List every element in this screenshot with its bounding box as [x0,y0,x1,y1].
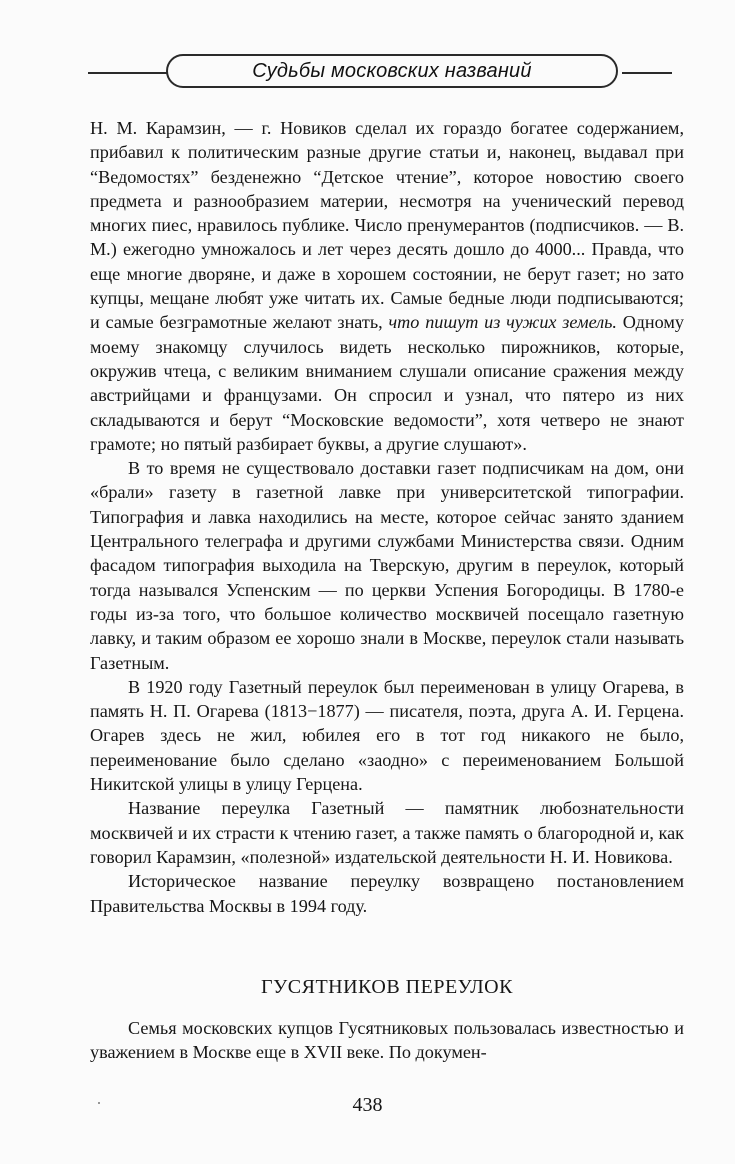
section-body [90,1016,684,1065]
paragraph-1-start: Н. М. Карамзин, — г. Новиков сделал их гораздо богатее содержанием, прибавил к политическим разные другие статьи и, наконец, выдавал при “Ведомостях” безденежно “Детское чтение”, которое новостию своего предмета и разнообразием материи, несмотря на ученический перевод многих пиес, нравилось публике. Число пренумерантов (подписчиков. — В. М.) ежегодно умножалось и лет через десять дошло до 4000... Правда, что еще многие дворяне, и даже в хорошем состоянии, не берут газет; но зато купцы, мещане любят уже читать их. Самые бедные люди подписываются; и самые безграмотные желают знать, [90,118,684,333]
header-rule-left [88,72,168,74]
body-text [90,116,684,918]
page-number: 438 [352,1094,383,1116]
paragraph-3: В 1920 году Газетный переулок был переименован в улицу Огарева, в память Н. П. Огарева (1813−1877) — писателя, поэта, друга А. И. Герцена. Огарев здесь не жил, юбилея его в тот год никакого не было, переименование было сделано «заодно» с переименованием Большой Никитской улицы в улицу Герцена. [90,676,684,795]
header-title: Судьбы московских названий [252,59,532,82]
paragraph-1 [90,116,684,456]
paragraph-1-italic: что пишут из чужих земель. [388,312,617,333]
paragraph-5: Историческое название переулку возвращено постановлением Правительства Москвы в 1994 году. [90,871,684,916]
paragraph-2: В то время не существовало доставки газет подписчикам на дом, они «брали» газету в газетной лавке при университетской типографии. Типография и лавка находились на месте, которое сейчас занято зданием Центрального телеграфа и другими службами Министерства связи. Одним фасадом типография выходила на Тверскую, другим в переулок, который тогда назывался Успенским — по церкви Успения Богородицы. В 1780-е годы из-за того, что большое количество москвичей посещало газетную лавку, и таким образом ее хорошо знали в Москве, переулок стали называть Газетным. [90,458,684,673]
header-rule-right [622,72,672,74]
section-heading: ГУСЯТНИКОВ ПЕРЕУЛОК [261,976,513,998]
paragraph-1-end: Одному моему знакомцу случилось видеть несколько пирожников, которые, окружив чтеца, с великим вниманием слушали описание сражения между австрийцами и французами. Он спросил и узнал, что пятеро из них складываются и берут “Московские ведомости”, хотя четверо не знают грамоте; но пятый разбирает буквы, а другие слушают». [90,312,685,454]
section-paragraph: Семья московских купцов Гусятниковых пользовалась известностью и уважением в Москве еще в XVII веке. По докумен- [90,1018,684,1063]
running-header [88,52,672,92]
header-frame [166,54,618,88]
paragraph-4: Название переулка Газетный — памятник любознательности москвичей и их страсти к чтению газет, а также память о благородной и, как говорил Карамзин, «полезной» издательской деятельности Н. И. Новикова. [90,798,684,867]
